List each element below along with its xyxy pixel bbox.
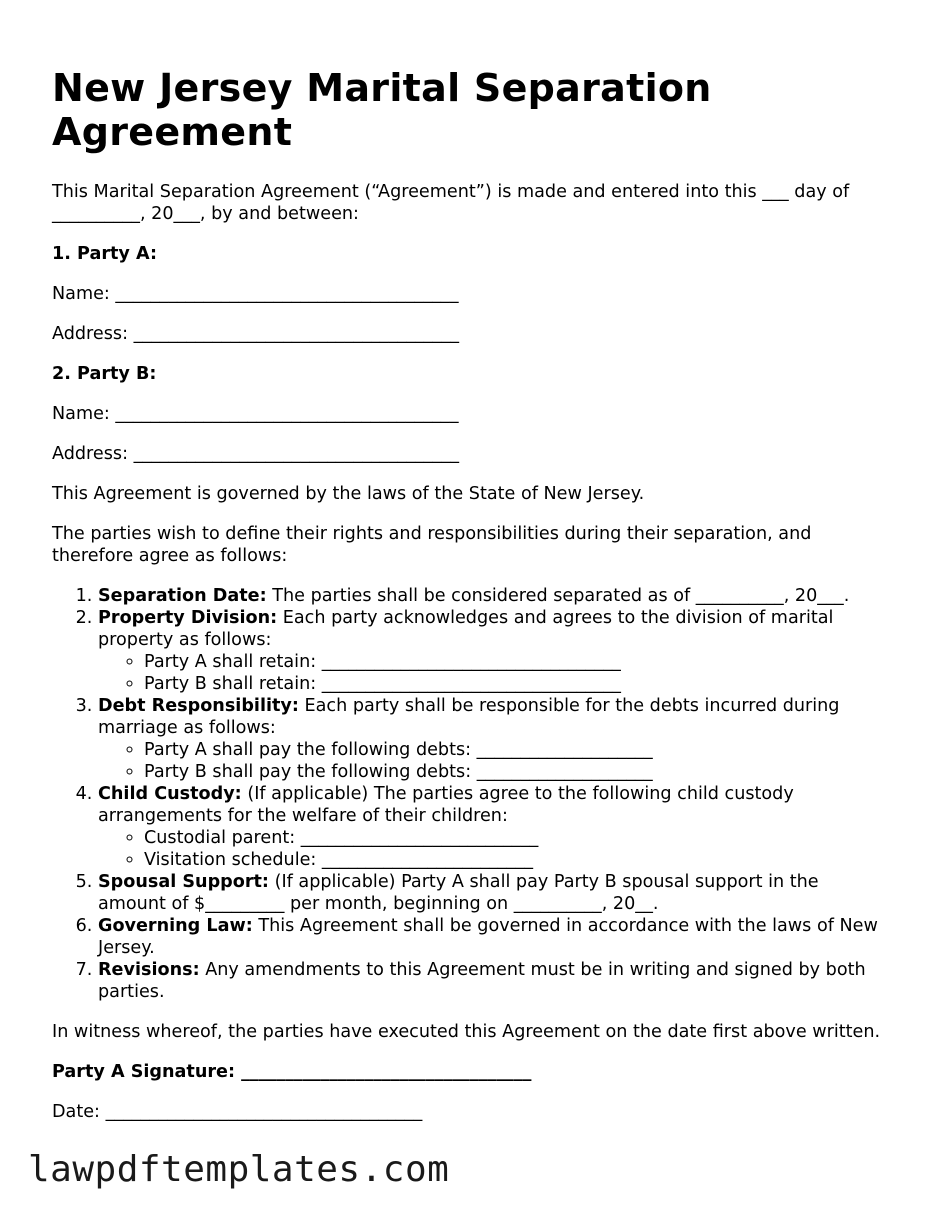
list-item: ◦ Party B shall pay the following debts: ____________________ [144, 761, 892, 783]
clause-governing-law [98, 915, 892, 959]
clause-text: Each party acknowledges and agrees to the division of marital property as follows: [98, 608, 834, 650]
clause-separation-date [98, 585, 892, 607]
clause-child-custody [98, 783, 892, 871]
clause-text: Any amendments to this Agreement must be in writing and signed by both parties. [98, 960, 866, 1002]
clause-title: Separation Date: [98, 586, 267, 606]
party-b-address-line: Address: _____________________________________ [52, 444, 460, 464]
clause-text: (If applicable) Party A shall pay Party B spousal support in the amount of $_________ per month, beginning on __________, 20__. [98, 872, 819, 914]
clause-property-division [98, 607, 892, 695]
document-title: New Jersey Marital Separation Agreement [52, 66, 712, 154]
clause-text: This Agreement shall be governed in accordance with the laws of New Jersey. [98, 916, 878, 958]
list-item: ◦ Visitation schedule: ________________________ [144, 849, 892, 871]
party-a-signature-line: Party A Signature: _________________________________ [52, 1062, 532, 1082]
witness-statement: In witness whereof, the parties have executed this Agreement on the date first above written. [52, 1022, 881, 1042]
clause-text: The parties shall be considered separated as of __________, 20___. [266, 586, 850, 606]
party-a-name-line: Name: _______________________________________ [52, 284, 459, 304]
clause-title: Property Division: [98, 608, 278, 628]
clause-title: Revisions: [98, 960, 200, 980]
list-item: ◦ Party A shall pay the following debts: ____________________ [144, 739, 892, 761]
clause-title: Governing Law: [98, 916, 253, 936]
clause-spousal-support [98, 871, 892, 915]
governing-statement: This Agreement is governed by the laws of the State of New Jersey. [52, 484, 645, 504]
intro-paragraph: This Marital Separation Agreement (“Agreement”) is made and entered into this ___ day of __________, 20___, by and between: [52, 182, 850, 224]
clause-text: (If applicable) The parties agree to the following child custody arrangements for the welfare of their children: [98, 784, 794, 826]
clause-title: Debt Responsibility: [98, 696, 299, 716]
party-b-heading: 2. Party B: [52, 364, 157, 384]
list-item: ◦ Custodial parent: ___________________________ [144, 827, 892, 849]
date-line: Date: ____________________________________ [52, 1102, 423, 1122]
clause-list [52, 585, 892, 1003]
clause-title: Child Custody: [98, 784, 242, 804]
party-a-address-line: Address: _____________________________________ [52, 324, 460, 344]
watermark-text: lawpdftemplates.com [28, 1149, 450, 1190]
clause-text: Each party shall be responsible for the debts incurred during marriage as follows: [98, 696, 840, 738]
clause-debt-responsibility [98, 695, 892, 783]
list-item: ◦ Party B shall retain: __________________________________ [144, 673, 892, 695]
purpose-statement: The parties wish to define their rights and responsibilities during their separation, and therefore agree as follows: [52, 524, 812, 566]
party-b-name-line: Name: _______________________________________ [52, 404, 459, 424]
property-sub-list [98, 651, 892, 695]
party-a-heading: 1. Party A: [52, 244, 158, 264]
document-page [52, 66, 892, 1141]
debt-sub-list [98, 739, 892, 783]
custody-sub-list [98, 827, 892, 871]
list-item: ◦ Party A shall retain: __________________________________ [144, 651, 892, 673]
clause-revisions [98, 959, 892, 1003]
clause-title: Spousal Support: [98, 872, 269, 892]
